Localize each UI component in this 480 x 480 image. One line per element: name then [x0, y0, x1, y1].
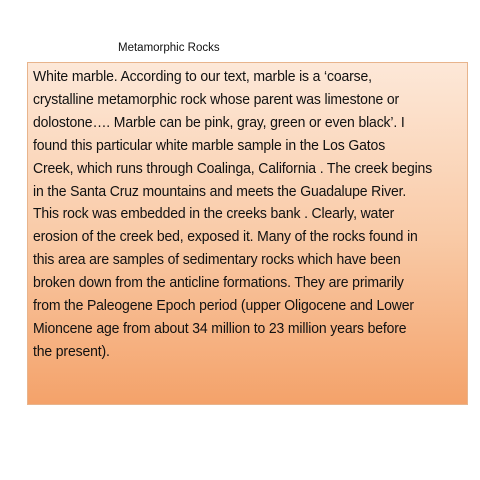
body-line: White marble. According to our text, marble is a ‘coarse, — [33, 69, 372, 85]
body-line: crystalline metamorphic rock whose parent was limestone or — [33, 91, 400, 108]
body-line: found this particular white marble sample in the Los Gatos — [33, 137, 386, 154]
body-line: erosion of the creek bed, exposed it. Many of the rocks found in — [33, 229, 418, 246]
body-line: in the Santa Cruz mountains and meets the Guadalupe River. — [33, 183, 407, 200]
slide-title: Metamorphic Rocks — [118, 42, 220, 54]
body-line: This rock was embedded in the creeks bank . Clearly, water — [33, 206, 395, 223]
body-text — [33, 66, 473, 364]
body-line: Mioncene age from about 34 million to 23 million years before — [33, 320, 407, 337]
body-line: dolostone…. Marble can be pink, gray, green or even black’. I — [33, 114, 405, 131]
body-line: Creek, which runs through Coalinga, California . The creek begins — [33, 160, 433, 177]
body-line: from the Paleogene Epoch period (upper Oligocene and Lower — [33, 298, 414, 315]
body-line: this area are samples of sedimentary rocks which have been — [33, 252, 401, 269]
body-line: broken down from the anticline formations. They are primarily — [33, 275, 404, 292]
body-line: the present). — [33, 343, 110, 360]
